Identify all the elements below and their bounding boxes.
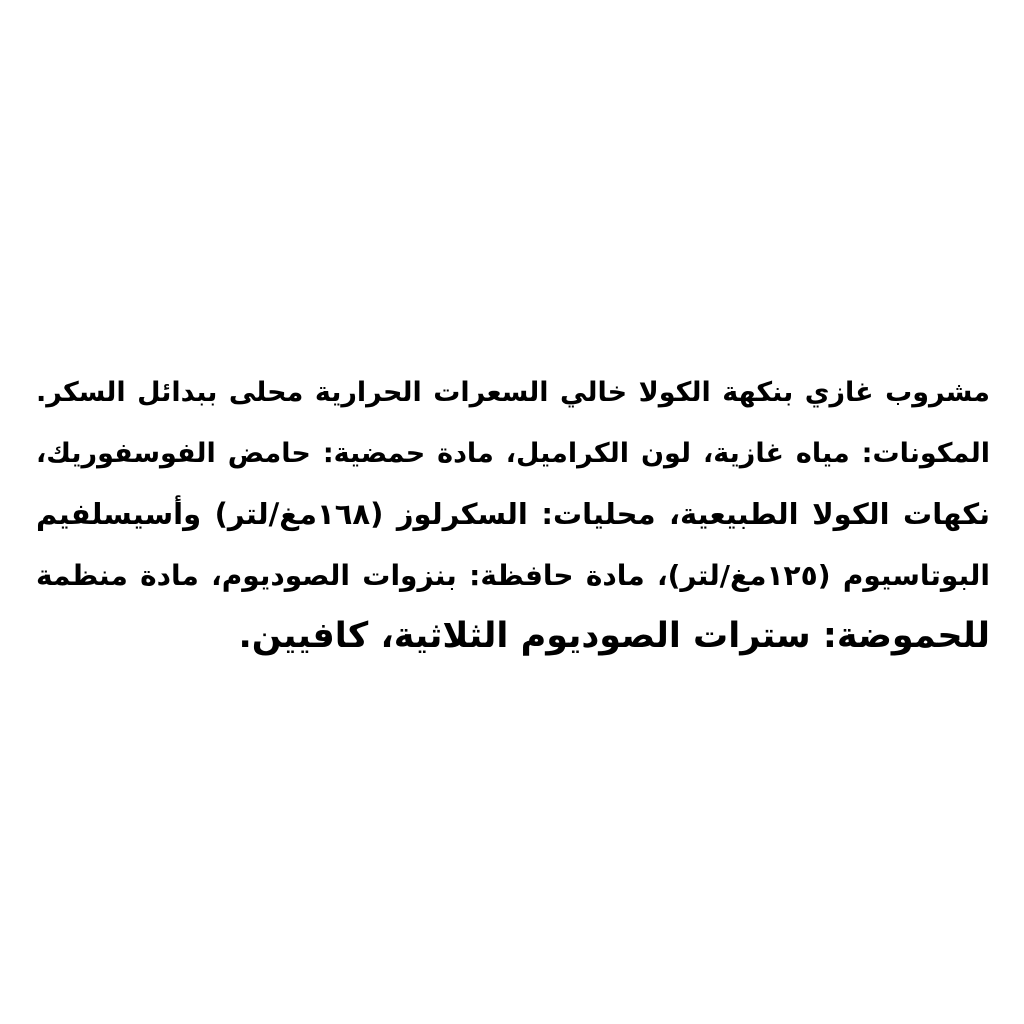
product-description-line: مشروب غازي بنكهة الكولا خالي السعرات الحرارية محلى ببدائل السكر. [36, 377, 990, 408]
ingredients-line-3: البوتاسيوم (١٢٥مغ/لتر)، مادة حافظة: بنزوات الصوديوم، مادة منظمة [36, 559, 991, 592]
ingredients-line-4: للحموضة: سترات الصوديوم الثلاثية، كافيين. [238, 616, 990, 656]
ingredients-line-1: المكونات: مياه غازية، لون الكراميل، مادة حمضية: حامض الفوسفوريك، [36, 438, 990, 469]
ingredients-label-text [36, 362, 990, 667]
ingredients-line-2: نكهات الكولا الطبيعية، محليات: السكرلوز (١٦٨مغ/لتر) وأسيسلفيم [36, 497, 990, 531]
